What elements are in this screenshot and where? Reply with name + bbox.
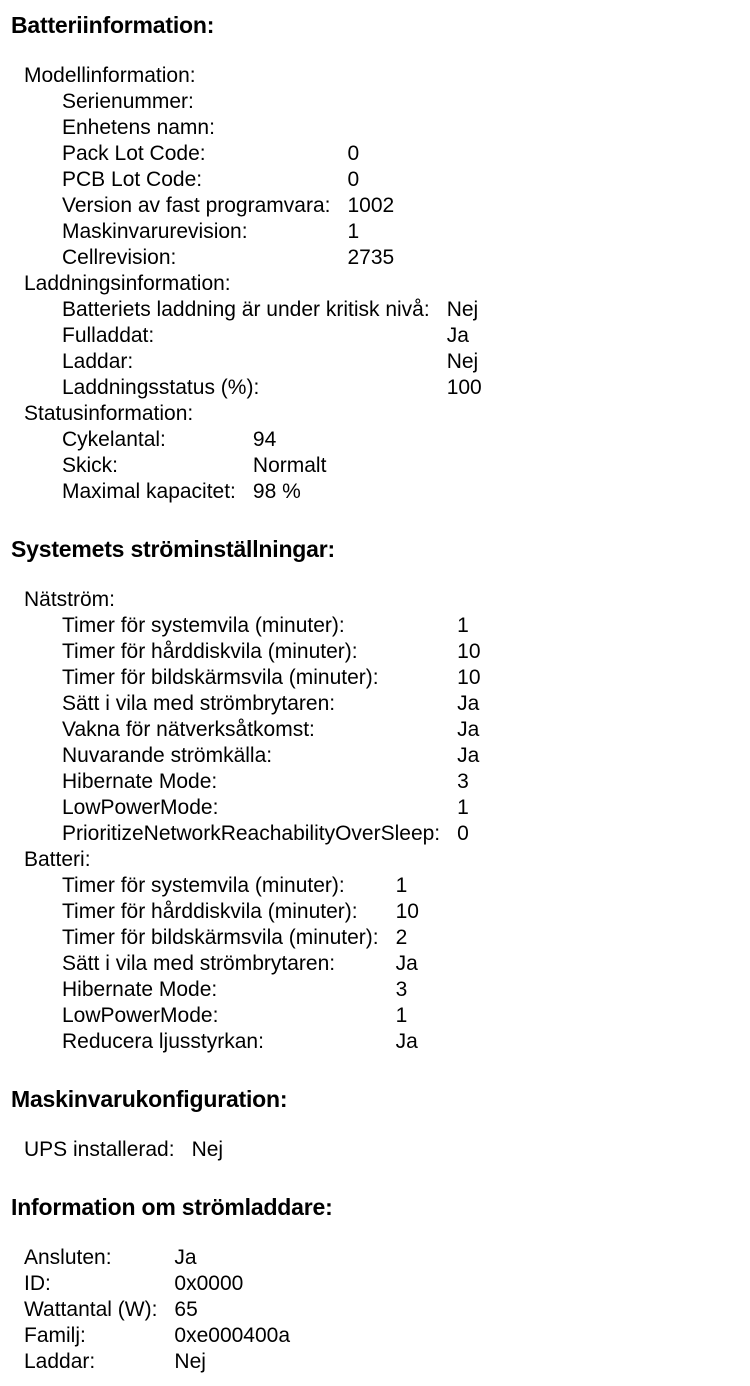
row-key: Timer för hårddiskvila (minuter):: [62, 900, 358, 923]
row-value: 1: [395, 1004, 408, 1027]
row-value: Ja: [395, 1030, 418, 1053]
row-value: 0xe000400a: [174, 1324, 291, 1347]
report-section: [11, 1192, 750, 1375]
report-group: [11, 847, 750, 1055]
group-label: Modellinformation:: [24, 64, 196, 87]
row-key: Fulladdat:: [62, 324, 155, 347]
report-row: [24, 1323, 290, 1349]
report-row: [62, 375, 482, 401]
row-value: 10: [457, 666, 481, 689]
row-value: Ja: [395, 952, 418, 975]
row-key: Laddningsstatus (%):: [62, 376, 260, 399]
row-value: 10: [395, 900, 419, 923]
row-value: 2735: [347, 246, 395, 269]
report-group: [11, 63, 750, 271]
report-row: [62, 245, 394, 271]
row-value: Nej: [446, 350, 479, 373]
report-row: [62, 873, 419, 899]
row-value: 3: [395, 978, 408, 1001]
row-key: Timer för bildskärmsvila (minuter):: [62, 926, 379, 949]
report-row: [62, 899, 419, 925]
row-value: 0: [457, 822, 469, 845]
row-key: PrioritizeNetworkReachabilityOverSleep:: [62, 822, 441, 845]
row-value: 94: [252, 428, 277, 451]
group-rows: [62, 613, 481, 847]
row-key: Sätt i vila med strömbrytaren:: [62, 692, 336, 715]
report-row: [62, 1003, 419, 1029]
row-value: Ja: [446, 324, 469, 347]
row-key: Timer för systemvila (minuter):: [62, 874, 345, 897]
report-row: [62, 977, 419, 1003]
row-key: Nuvarande strömkälla:: [62, 744, 273, 767]
row-value: 1: [457, 796, 469, 819]
report-row: [62, 717, 481, 743]
row-value: 0: [347, 168, 360, 191]
section-title: Maskinvarukonfiguration:: [11, 1086, 288, 1112]
row-key: Serienummer:: [62, 90, 194, 113]
report-row: [62, 821, 481, 847]
row-value: 98 %: [252, 480, 301, 503]
report-row: [24, 1297, 290, 1323]
row-value: Nej: [174, 1350, 206, 1373]
row-key: Reducera ljusstyrkan:: [62, 1030, 264, 1053]
report-row: [24, 1245, 290, 1271]
report-row: [62, 453, 326, 479]
row-value: 3: [457, 770, 469, 793]
row-key: Wattantal (W):: [24, 1298, 158, 1321]
group-rows: [62, 427, 326, 505]
row-key: Ansluten:: [24, 1246, 112, 1269]
report-row: [24, 1349, 290, 1375]
row-value: Ja: [457, 692, 480, 715]
row-value: Nej: [446, 298, 479, 321]
report-row: [62, 795, 481, 821]
row-value: Ja: [457, 718, 480, 741]
row-key: Cykelantal:: [62, 428, 166, 451]
report-row: [24, 1137, 223, 1163]
report-row: [62, 115, 394, 141]
row-key: PCB Lot Code:: [62, 168, 203, 191]
row-key: Version av fast programvara:: [62, 194, 331, 217]
group-rows: [62, 297, 482, 401]
section-title: Information om strömladdare:: [11, 1194, 333, 1220]
row-key: Timer för systemvila (minuter):: [62, 614, 345, 637]
row-key: LowPowerMode:: [62, 796, 219, 819]
report-group: [11, 1137, 750, 1163]
row-key: Timer för hårddiskvila (minuter):: [62, 640, 358, 663]
report-row: [62, 193, 394, 219]
row-value: 10: [457, 640, 481, 663]
report-row: [62, 925, 419, 951]
row-value: 0: [347, 142, 360, 165]
row-key: Maximal kapacitet:: [62, 480, 236, 503]
row-key: Vakna för nätverksåtkomst:: [62, 718, 315, 741]
row-key: LowPowerMode:: [62, 1004, 219, 1027]
report-group: [11, 271, 750, 401]
row-value: Ja: [457, 744, 480, 767]
report-row: [62, 323, 482, 349]
row-key: Skick:: [62, 454, 119, 477]
row-value: 1: [347, 220, 360, 243]
report-row: [62, 141, 394, 167]
report-row: [62, 89, 394, 115]
group-rows: [24, 1245, 290, 1375]
row-key: Laddar:: [62, 350, 134, 373]
group-rows: [62, 873, 419, 1055]
report-row: [62, 167, 394, 193]
group-rows: [62, 89, 394, 271]
report-row: [62, 297, 482, 323]
report-row: [62, 427, 326, 453]
row-value: Normalt: [252, 454, 327, 477]
row-value: 2: [395, 926, 408, 949]
report-row: [62, 349, 482, 375]
row-key: Timer för bildskärmsvila (minuter):: [62, 666, 379, 689]
report-group: [11, 587, 750, 847]
report-section: [11, 1084, 750, 1163]
row-value: 0x0000: [174, 1272, 244, 1295]
row-value: 65: [174, 1298, 198, 1321]
row-key: Batteriets laddning är under kritisk nivå:: [62, 298, 430, 321]
report-group: [11, 401, 750, 505]
report-row: [62, 639, 481, 665]
report-row: [24, 1271, 290, 1297]
row-key: Familj:: [24, 1324, 86, 1347]
row-value: [347, 115, 394, 141]
row-value: Nej: [191, 1138, 224, 1161]
row-key: Sätt i vila med strömbrytaren:: [62, 952, 336, 975]
row-value: 1: [395, 874, 408, 897]
report-row: [62, 613, 481, 639]
report-row: [62, 743, 481, 769]
report-row: [62, 1029, 419, 1055]
report-group: [11, 1245, 750, 1375]
section-title: Batteriinformation:: [11, 12, 215, 38]
report-row: [62, 769, 481, 795]
report-row: [62, 691, 481, 717]
group-label: Laddningsinformation:: [24, 272, 231, 295]
row-key: Laddar:: [24, 1350, 96, 1373]
row-key: Hibernate Mode:: [62, 978, 218, 1001]
report-row: [62, 479, 326, 505]
report-row: [62, 665, 481, 691]
report-row: [62, 951, 419, 977]
group-label: Nätström:: [24, 588, 116, 611]
row-key: Hibernate Mode:: [62, 770, 218, 793]
report-row: [62, 219, 394, 245]
row-key: ID:: [24, 1272, 51, 1295]
report-section: [11, 534, 750, 1055]
group-label: Batteri:: [24, 848, 91, 871]
report-section: [11, 10, 750, 505]
row-value: 1: [457, 614, 469, 637]
section-title: Systemets ströminställningar:: [11, 536, 335, 562]
row-key: UPS installerad:: [24, 1138, 175, 1161]
row-value: 1002: [347, 194, 395, 217]
row-value: 100: [446, 376, 482, 399]
row-value: Ja: [174, 1246, 197, 1269]
row-key: Cellrevision:: [62, 246, 177, 269]
group-label: Statusinformation:: [24, 402, 194, 425]
group-rows: [24, 1137, 223, 1163]
row-value: [347, 89, 394, 115]
row-key: Maskinvarurevision:: [62, 220, 248, 243]
row-key: Pack Lot Code:: [62, 142, 206, 165]
row-key: Enhetens namn:: [62, 116, 215, 139]
